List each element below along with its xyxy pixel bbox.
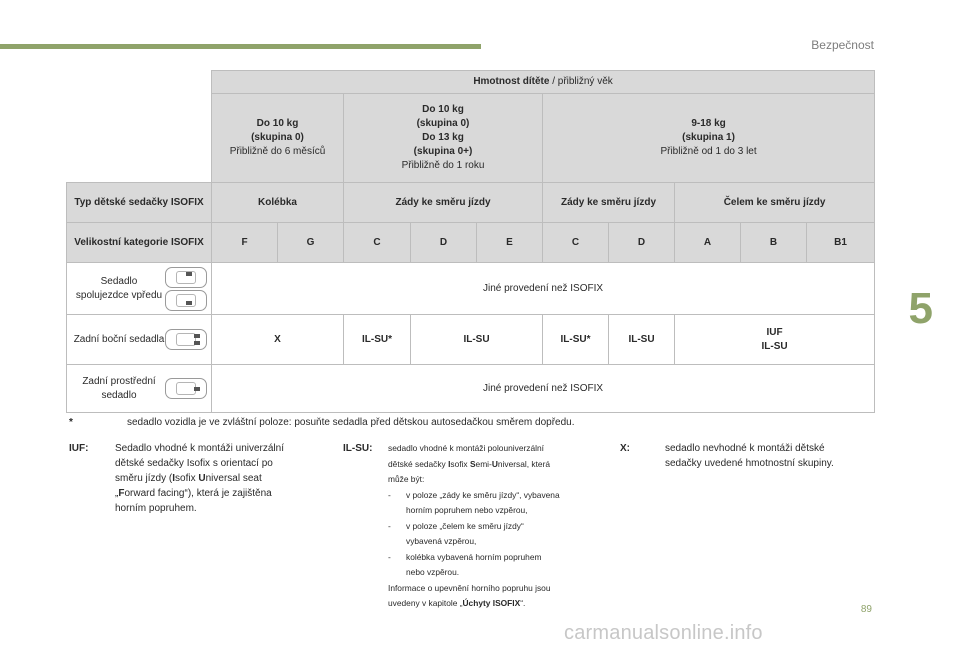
mass-header: Hmotnost dítěte / přibližný věk bbox=[212, 71, 875, 94]
legend-x: X: sedadlo nevhodné k montáži dětské sedačky uvedené hmotnostní skupiny. bbox=[620, 443, 834, 469]
non-isofix-cell: Jiné provedení než ISOFIX bbox=[212, 365, 875, 413]
group-1-cell: 9-18 kg (skupina 1) Přibližně od 1 do 3 let bbox=[543, 94, 875, 183]
legend-il-su: IL-SU: sedadlo vhodné k montáži polouniverzální dětské sedačky Isofix Semi-Universal, která může být: - v poloze „zády ke směru jízdy“, vybavena horním popruhem nebo vzpěrou, - v poloze „čelem ke směru jízdy“ vybavená vzpěrou, - kolébka vybavená horním popruhem nebo vzpěrou. Informace o upevnění horního popruhu jsou uvedeny v kapitole „Úchyty ISOFIX“. bbox=[343, 441, 613, 616]
type-cell: Kolébka bbox=[212, 183, 344, 223]
non-isofix-cell: Jiné provedení než ISOFIX bbox=[212, 263, 875, 315]
category-cell: G bbox=[278, 223, 344, 263]
category-cell: E bbox=[477, 223, 543, 263]
type-cell: Čelem ke směru jízdy bbox=[675, 183, 875, 223]
top-accent-bar bbox=[0, 44, 481, 49]
seat-label: Zadní boční sedadla bbox=[73, 333, 165, 345]
suitability-cell: IL-SU bbox=[411, 315, 543, 365]
section-title: Bezpečnost bbox=[811, 38, 874, 52]
car-rear-side-seats-icon bbox=[165, 329, 207, 350]
watermark: carmanualsonline.info bbox=[564, 622, 763, 644]
category-cell: D bbox=[609, 223, 675, 263]
car-front-seat-icon bbox=[165, 267, 207, 288]
footnote: * sedadlo vozidla je ve zvláštní poloze: posuňte sedadla před dětskou autosedačkou směrem dopředu. bbox=[69, 417, 575, 428]
suitability-cell: X bbox=[212, 315, 344, 365]
suitability-cell: IL-SU* bbox=[344, 315, 411, 365]
seat-type-label: Typ dětské sedačky ISOFIX bbox=[67, 183, 212, 223]
rear-middle-seat-cell bbox=[67, 365, 212, 413]
car-front-seat-icon bbox=[165, 290, 207, 311]
page-number: 89 bbox=[860, 604, 872, 615]
isofix-table bbox=[66, 70, 875, 413]
category-cell: C bbox=[543, 223, 609, 263]
suitability-cell: IUF IL-SU bbox=[675, 315, 875, 365]
size-category-label: Velikostní kategorie ISOFIX bbox=[67, 223, 212, 263]
category-cell: C bbox=[344, 223, 411, 263]
suitability-cell: IL-SU bbox=[609, 315, 675, 365]
category-cell: A bbox=[675, 223, 741, 263]
group-0-cell: Do 10 kg (skupina 0) Přibližně do 6 měsíců bbox=[212, 94, 344, 183]
category-cell: B bbox=[741, 223, 807, 263]
category-cell: F bbox=[212, 223, 278, 263]
chapter-number: 5 bbox=[908, 284, 933, 333]
seat-label: Zadní prostřední sedadlo bbox=[82, 375, 156, 401]
category-cell: D bbox=[411, 223, 477, 263]
suitability-cell: IL-SU* bbox=[543, 315, 609, 365]
category-cell: B1 bbox=[807, 223, 875, 263]
legend-iuf: IUF: Sedadlo vhodné k montáži univerzální dětské sedačky Isofix s orientací po směru jízdy (Isofix Universal seat „Forward facing“), která je zajištěna horním popruhem. bbox=[69, 443, 284, 514]
type-cell: Zády ke směru jízdy bbox=[543, 183, 675, 223]
seat-label: Sedadlo spolujezdce vpředu bbox=[75, 275, 163, 301]
rear-side-seats-cell bbox=[67, 315, 212, 365]
group-0plus-cell: Do 10 kg (skupina 0) Do 13 kg (skupina 0+) Přibližně do 1 roku bbox=[344, 94, 543, 183]
type-cell: Zády ke směru jízdy bbox=[344, 183, 543, 223]
front-passenger-seat-cell bbox=[67, 263, 212, 315]
car-rear-middle-seat-icon bbox=[165, 378, 207, 399]
